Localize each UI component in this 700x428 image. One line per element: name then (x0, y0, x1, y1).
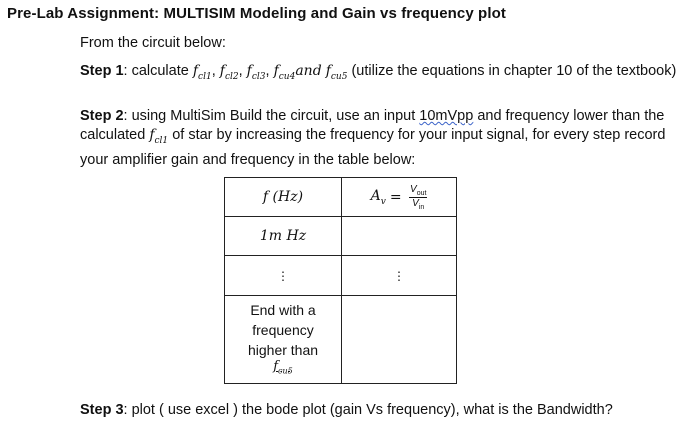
intro-text: From the circuit below: (80, 35, 226, 51)
page-title: Pre-Lab Assignment: MULTISIM Modeling and Gain vs frequency plot (7, 5, 506, 22)
cell-f-end: End with a frequency higher than $f_{cu5}$ (225, 296, 342, 384)
var-f-cu5: $f_{cu5}$ (325, 63, 348, 82)
step1-label: Step 1 (80, 63, 124, 79)
cell-gain-end[interactable] (342, 296, 457, 384)
var-f-cu4: $f_{cu4}$ (273, 63, 296, 82)
table-row (225, 296, 457, 384)
step3-paragraph (80, 402, 613, 418)
gain-fraction: $\frac{V_{out}}{V_{in}}$ (410, 183, 427, 211)
cell-gain-dots: ⋮ (342, 256, 457, 296)
step1-text-a: : calculate (123, 63, 193, 79)
step2-text-b: and frequency lower than the calculated (80, 108, 665, 143)
end-var: $f_{cu5}$ (273, 359, 293, 376)
step3-label: Step 3 (80, 402, 124, 418)
header-frequency: f (Hz) (225, 178, 342, 217)
input-vpp: 10mVpp (419, 108, 474, 124)
gain-frequency-table (224, 177, 457, 384)
step2-text-c: of star by increasing the frequency for your input signal, for every step record your amplifier gain and frequency in the table below: (80, 127, 666, 168)
table-row (225, 217, 457, 256)
step3-text: : plot ( use excel ) the bode plot (gain Vs frequency), what is the Bandwidth? (123, 402, 613, 418)
step1-text-b: (utilize the equations in chapter 10 of the textbook) (347, 63, 677, 79)
cell-gain-row1[interactable] (342, 217, 457, 256)
table-row (225, 256, 457, 296)
step2-text-a: : using MultiSim Build the circuit, use an input (123, 108, 420, 124)
var-f-cl2: $f_{cl2}$ (219, 63, 239, 82)
var-f-cl1-step2: $f_{cl1}$ (149, 127, 169, 146)
table-header-row (225, 178, 457, 217)
and-word: and (295, 63, 322, 79)
var-f-cl1: $f_{cl1}$ (192, 63, 212, 82)
var-f-cl3: $f_{cl3}$ (246, 63, 266, 82)
header-gain: $A_v$ = $\frac{V_{out}}{V_{in}}$ (342, 178, 457, 217)
step2-label: Step 2 (80, 108, 124, 124)
step2-paragraph (80, 107, 670, 170)
cell-f-dots: ⋮ (225, 256, 342, 296)
step1-paragraph: Step 1: calculate $f_{cl1}$, $f_{cl2}$, $f_{cl3}$, $f_{cu4}and$ $f_{cu5}$ (utilize the equations in chapter 10 of the textbook) (80, 63, 677, 82)
cell-f-row1: 1m Hz (225, 217, 342, 256)
